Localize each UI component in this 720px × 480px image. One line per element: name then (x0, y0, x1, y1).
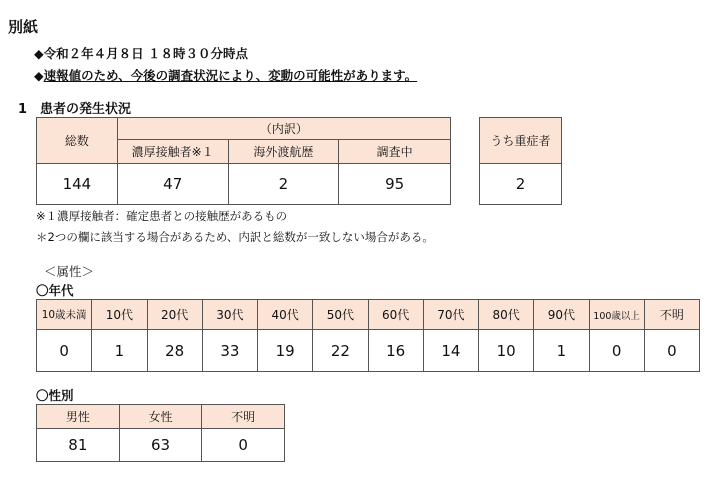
age-header-cell: 100歳以上 (589, 300, 644, 330)
sex-section-title: 〇性別 (36, 388, 74, 403)
age-section-title: 〇年代 (36, 283, 74, 298)
sex-header-cell: 男性 (37, 405, 120, 429)
age-value-cell: 33 (202, 330, 257, 372)
severe-value: 2 (480, 164, 562, 205)
severe-table (479, 117, 562, 205)
age-value-cell: 0 (37, 330, 92, 372)
close-contact-header: 濃厚接触者※１ (117, 140, 228, 164)
age-header-cell: 30代 (202, 300, 257, 330)
investigating-value: 95 (339, 164, 451, 205)
total-header: 総数 (37, 118, 118, 164)
age-table (36, 299, 700, 372)
sex-header-cell: 不明 (202, 405, 285, 429)
age-header-cell: 90代 (534, 300, 589, 330)
overseas-value: 2 (228, 164, 339, 205)
age-header-cell: 70代 (423, 300, 478, 330)
sex-header-cell: 女性 (119, 405, 202, 429)
age-value-cell: 0 (589, 330, 644, 372)
age-value-cell: 22 (313, 330, 368, 372)
diamond-marker: ◆ (34, 68, 44, 83)
close-contact-value: 47 (117, 164, 228, 205)
timestamp-note: ◆令和２年４月８日 １８時３０分時点 (34, 46, 248, 61)
age-value-cell: 10 (479, 330, 534, 372)
total-value: 144 (37, 164, 118, 205)
disclaimer-note (34, 66, 417, 84)
age-header-cell: 80代 (479, 300, 534, 330)
overseas-header: 海外渡航歴 (228, 140, 339, 164)
age-value-cell: 19 (258, 330, 313, 372)
age-header-cell: 40代 (258, 300, 313, 330)
attributes-label: ＜属性＞ (44, 264, 95, 279)
age-value-cell: 28 (147, 330, 202, 372)
age-header-cell: 50代 (313, 300, 368, 330)
sex-value-cell: 63 (119, 429, 202, 462)
disclaimer-text: 速報値のため、今後の調査状況により、変動の可能性があります。 (43, 68, 418, 83)
investigating-header: 調査中 (339, 140, 451, 164)
age-value-cell: 1 (92, 330, 147, 372)
age-header-cell: 10歳未満 (37, 300, 92, 330)
sex-table (36, 404, 285, 462)
section-title: 1 患者の発生状況 (18, 102, 132, 117)
footnote-1: ※１濃厚接触者：確定患者との接触歴があるもの (36, 209, 288, 223)
breakdown-header: （内訳） (117, 118, 450, 140)
sex-value-cell: 0 (202, 429, 285, 462)
age-header-cell: 20代 (147, 300, 202, 330)
footnote-2: ＊2つの欄に該当する場合があるため、内訳と総数が一致しない場合がある。 (36, 230, 434, 244)
age-header-cell: 10代 (92, 300, 147, 330)
age-header-cell: 60代 (368, 300, 423, 330)
patient-status-table (36, 117, 451, 205)
sex-value-cell: 81 (37, 429, 120, 462)
age-value-cell: 1 (534, 330, 589, 372)
age-header-cell: 不明 (644, 300, 699, 330)
age-value-cell: 16 (368, 330, 423, 372)
severe-header: うち重症者 (480, 118, 562, 164)
document-title: 別紙 (8, 18, 39, 36)
age-value-cell: 14 (423, 330, 478, 372)
age-value-cell: 0 (644, 330, 699, 372)
